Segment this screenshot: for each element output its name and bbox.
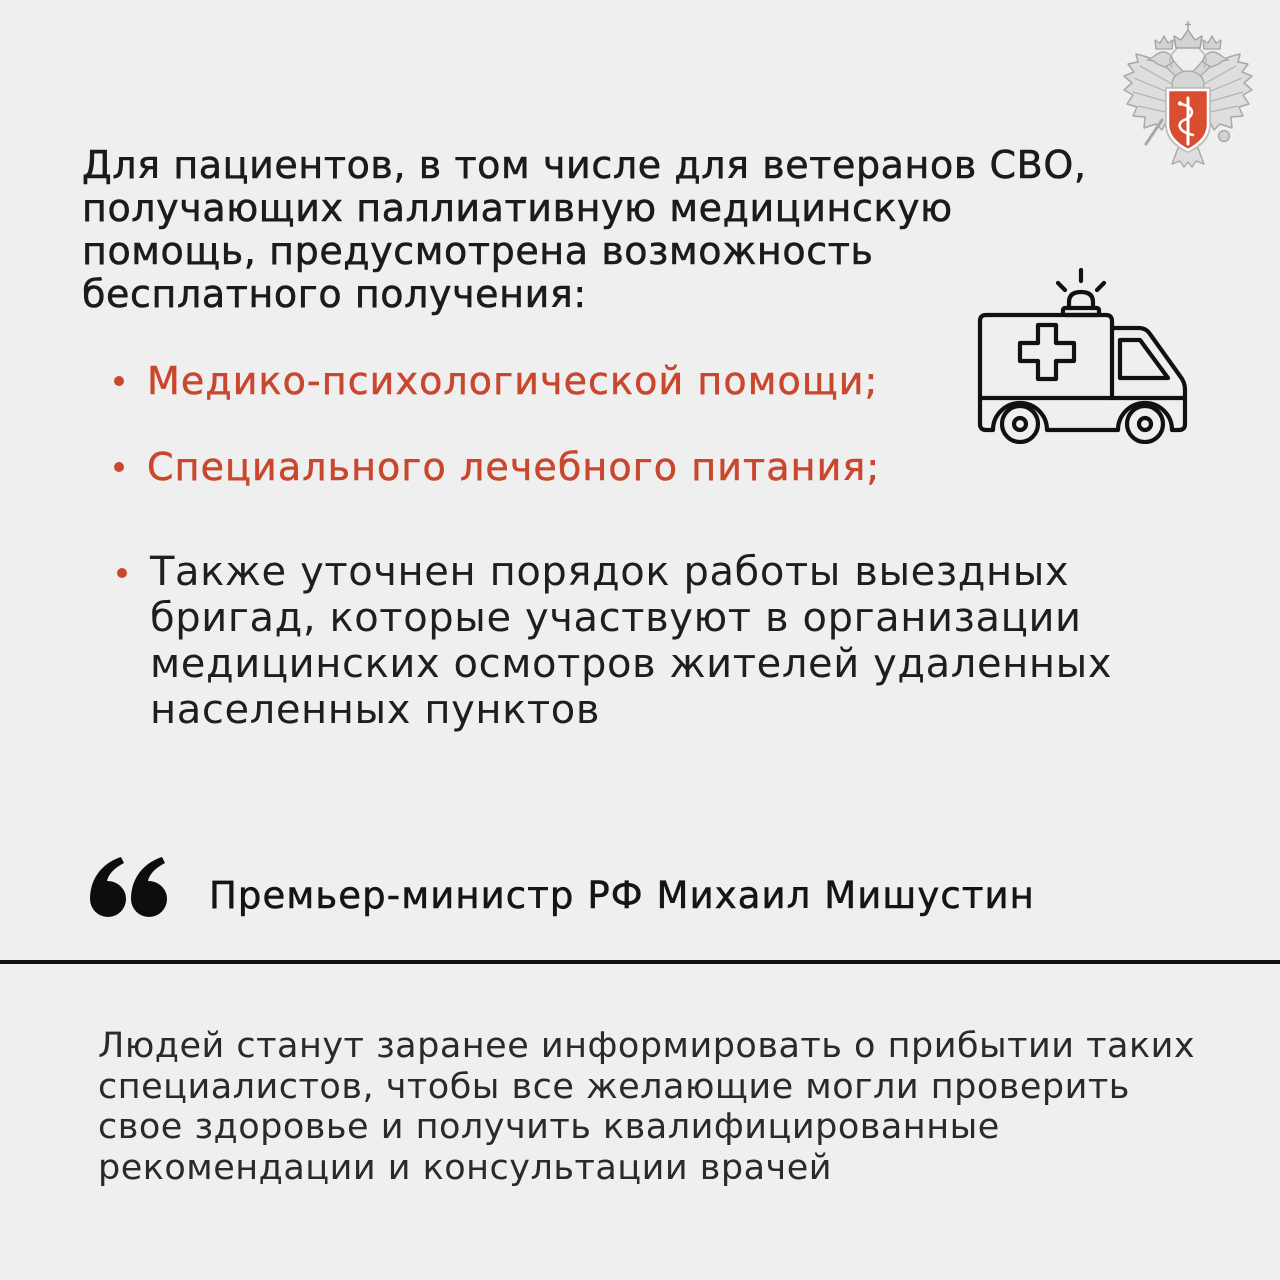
- quote-line: Людей станут заранее информировать о прибытии таких: [98, 1026, 1196, 1066]
- note-line: населенных пунктов: [150, 687, 600, 733]
- bullet-dot: [114, 462, 124, 472]
- quote-text: [98, 1026, 1195, 1188]
- quote-line: специалистов, чтобы все желающие могли проверить: [98, 1066, 1130, 1107]
- quote-author: [209, 874, 1035, 918]
- author-name: Премьер-министр РФ Михаил Мишустин: [209, 874, 1035, 917]
- highlight-text: Специального лечебного питания;: [147, 445, 881, 489]
- quote-line: рекомендации и консультации врачей: [98, 1147, 833, 1188]
- highlight-text: Медико-психологической помощи;: [147, 359, 879, 403]
- ministry-emblem-icon: [1118, 18, 1258, 168]
- quote-line: свое здоровье и получить квалифицированные: [98, 1107, 1000, 1147]
- ambulance-icon: [970, 262, 1195, 444]
- note-line: Также уточнен порядок работы выездных: [150, 549, 1070, 595]
- intro-line: помощь, предусмотрена возможность: [82, 229, 874, 273]
- intro-line: бесплатного получения:: [82, 272, 587, 316]
- note-line: медицинских осмотров жителей удаленных: [150, 641, 1113, 687]
- highlight-item: [147, 359, 878, 403]
- divider: [0, 960, 1280, 964]
- note-line: бригад, которые участвуют в организации: [150, 595, 1082, 641]
- highlight-item: [147, 445, 880, 489]
- bullet-dot: [114, 376, 124, 386]
- quote-mark-icon: [88, 853, 168, 919]
- note-text: [150, 549, 1112, 733]
- intro-line: Для пациентов, в том числе для ветеранов СВО,: [82, 143, 1087, 187]
- bullet-dot: [117, 568, 127, 578]
- intro-line: получающих паллиативную медицинскую: [82, 186, 953, 230]
- intro-paragraph: [82, 144, 1087, 316]
